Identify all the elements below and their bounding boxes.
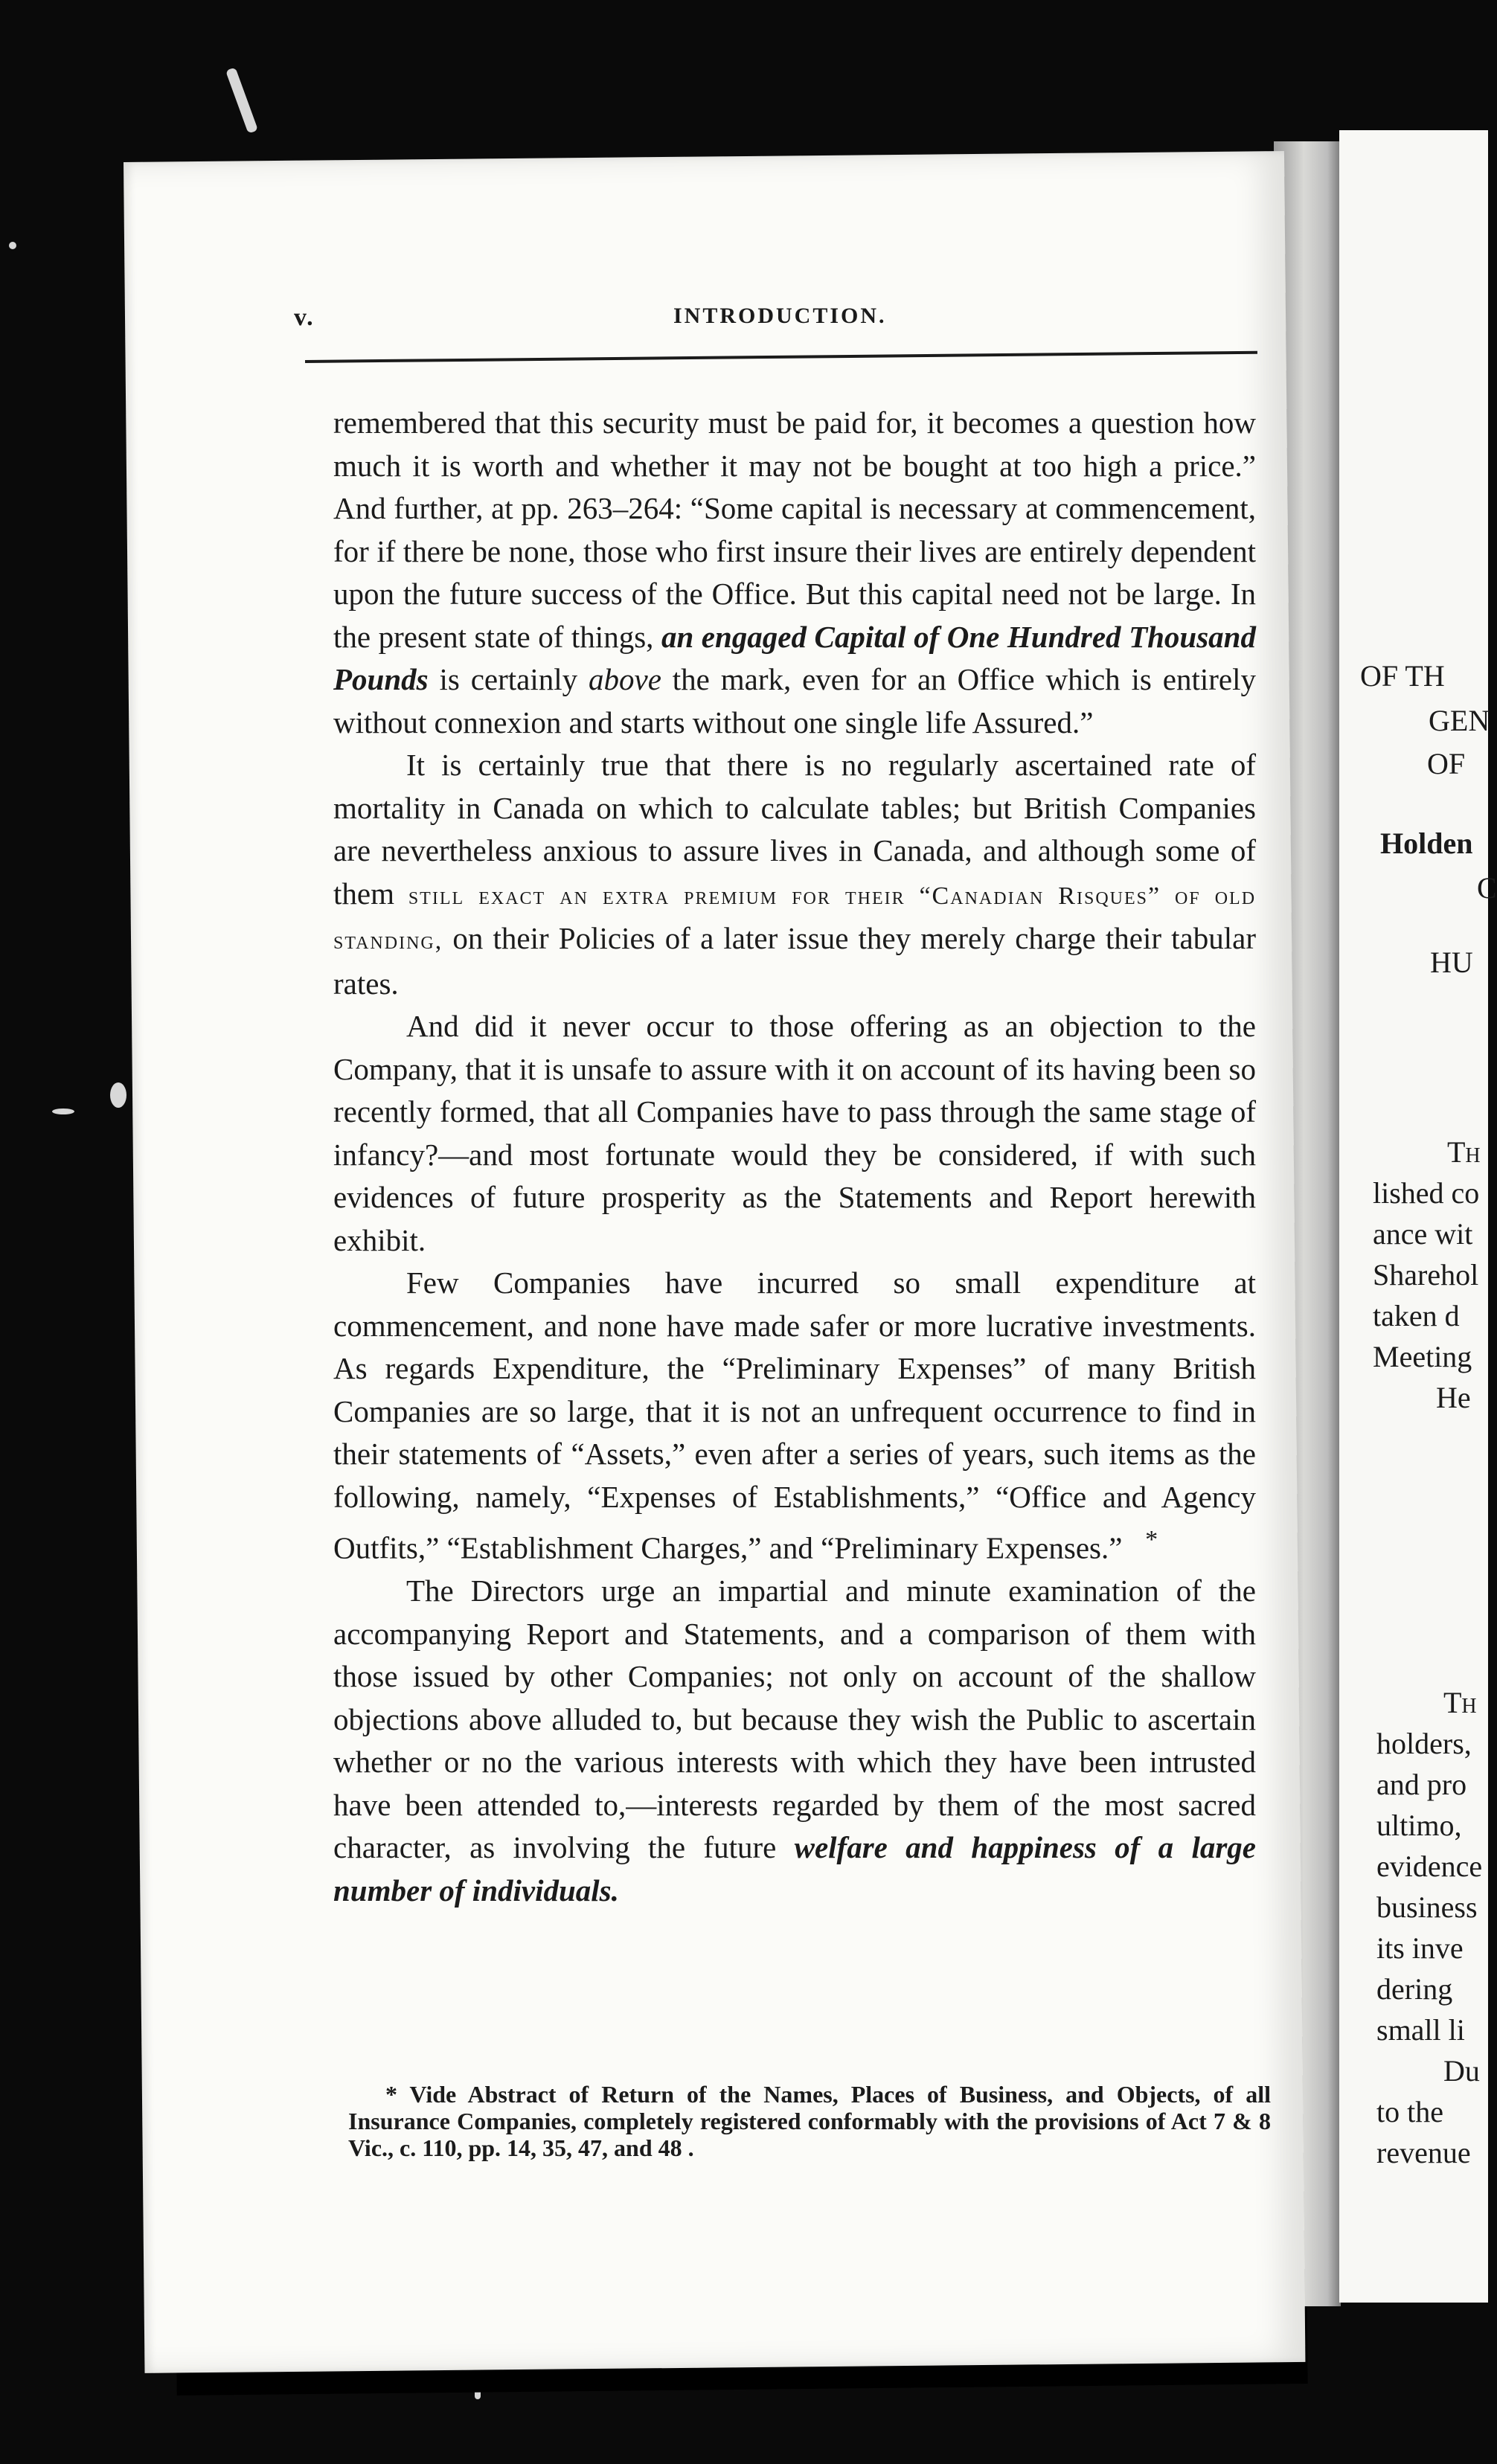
right-page-line: GEN — [1429, 704, 1490, 737]
right-page-line: Holden — [1380, 827, 1473, 860]
paragraph-text: It is certainly true that there is no regularly ascertained rate of mortality in Canada on which to calculate tables; but British Companies are nevertheless anxious to assure lives in Canada, and although some of them — [333, 748, 1256, 911]
right-page-line: its inve — [1376, 1931, 1464, 1965]
right-page-line: C — [1477, 871, 1497, 905]
paragraph-text: The Directors urge an impartial and minute examination of the accompanying Report and Statements, and a comparison of them with those issued by other Companies; not only on account of the shallow objections above alluded to, but because they wish the Public to ascertain whether or no the various interests with which they have been intrusted have been attended to,—interests regarded by them of the most sacred character, as involving the future — [333, 1573, 1256, 1865]
footnote-text: * Vide Abstract of Return of the Names, Places of Business, and Objects, of all Insurance Companies, completely registered conformably with the provisions of Act 7 & 8 Vic., c. 110, pp. 14, 35, 47, and 48 . — [348, 2081, 1271, 2161]
right-page-line: Th — [1447, 1135, 1481, 1169]
body-text — [333, 402, 1256, 1912]
small-caps-text: “Canadian Risques” — [919, 882, 1161, 910]
paragraph — [333, 744, 1256, 1005]
scan-speck — [52, 1109, 74, 1114]
right-page-line: Du — [1443, 2054, 1480, 2088]
paragraph-text: remembered that this security must be paid for, it becomes a question how much it is worth and whether it may not be bought at too high a price.” And further, at pp. 263–264: “Some capital is necessary at commencement, for if there be none, those who first insure their lives are entirely dependent upon the future success of the Office. But this capital need not be large. In the present state of things, — [333, 405, 1256, 654]
emphasis-text: above — [589, 662, 661, 696]
right-page-line: taken d — [1373, 1299, 1460, 1332]
scan-speck — [110, 1082, 126, 1108]
right-page-line: HU — [1430, 946, 1473, 979]
paragraph-text: on their Policies of a later issue they merely charge their tabular rates. — [333, 921, 1256, 1001]
right-page-line: evidence — [1376, 1849, 1483, 1883]
right-page-line: lished co — [1373, 1176, 1480, 1210]
scan-speck — [9, 242, 16, 249]
right-page-line: and pro — [1376, 1768, 1467, 1801]
small-caps-text: of old standing, — [333, 882, 1257, 955]
footnote — [348, 2081, 1271, 2161]
footnote-marker: * — [1145, 1526, 1158, 1553]
small-caps-text: still exact an extra premium for their — [408, 882, 905, 910]
scan-speck — [225, 67, 258, 133]
right-page-line: business — [1376, 1890, 1478, 1924]
right-page — [1339, 130, 1497, 2303]
paragraph-text: is certainly — [428, 662, 589, 696]
paragraph — [333, 402, 1256, 744]
running-head — [167, 304, 1287, 348]
paragraph — [333, 1005, 1256, 1262]
right-page-line: Sharehol — [1373, 1258, 1479, 1292]
paragraph-text: Few Companies have incurred so small expenditure at commencement, and none have made safer or more lucrative investments. As regards Expenditure, the “Preliminary Expenses” of many British Companies are so large, that it is not an unfrequent occurrence to find in their statements of “Assets,” even after a series of years, such items as the following, namely, “Expenses of Establishments,” “Office and Agency Outfits,” “Establishment Charges,” and “Preliminary Expenses.” — [333, 1265, 1256, 1565]
right-page-line: ance wit — [1373, 1217, 1473, 1251]
paragraph-text: the mark, even for an Office which is entirely without connexion and starts without one single life Assured.” — [333, 662, 1256, 739]
running-title: INTRODUCTION. — [673, 304, 887, 328]
paragraph-text: And did it never occur to those offering as an objection to the Company, that it is unsafe to assure with it on account of its having been so recently formed, that all Companies have to pass through the same stage of infancy?—and most fortunate would they be considered, if with such evidences of future prosperity as the Statements and Report herewith exhibit. — [333, 1009, 1256, 1257]
right-page-line: Meeting — [1373, 1340, 1472, 1373]
right-page-line: holders, — [1376, 1727, 1472, 1760]
right-page-line: OF — [1427, 747, 1466, 780]
paragraph — [333, 1570, 1256, 1912]
right-page-line: ultimo, — [1376, 1809, 1462, 1842]
right-page-line: to the — [1376, 2095, 1443, 2128]
right-page-line: Th — [1443, 1686, 1477, 1719]
right-page-line: OF TH — [1360, 659, 1445, 693]
right-page-line: He — [1436, 1381, 1471, 1414]
right-page-line: small li — [1376, 2013, 1465, 2047]
right-page-line: dering — [1376, 1972, 1453, 2006]
emphasis-text: an engaged Capital of One Hundred Thousand Pounds — [333, 619, 1256, 696]
right-page-line: revenue — [1376, 2136, 1471, 2169]
paragraph — [333, 1262, 1256, 1570]
emphasis-text: welfare and happiness of a large number of individuals. — [333, 1830, 1256, 1908]
page-number: v. — [294, 304, 315, 331]
